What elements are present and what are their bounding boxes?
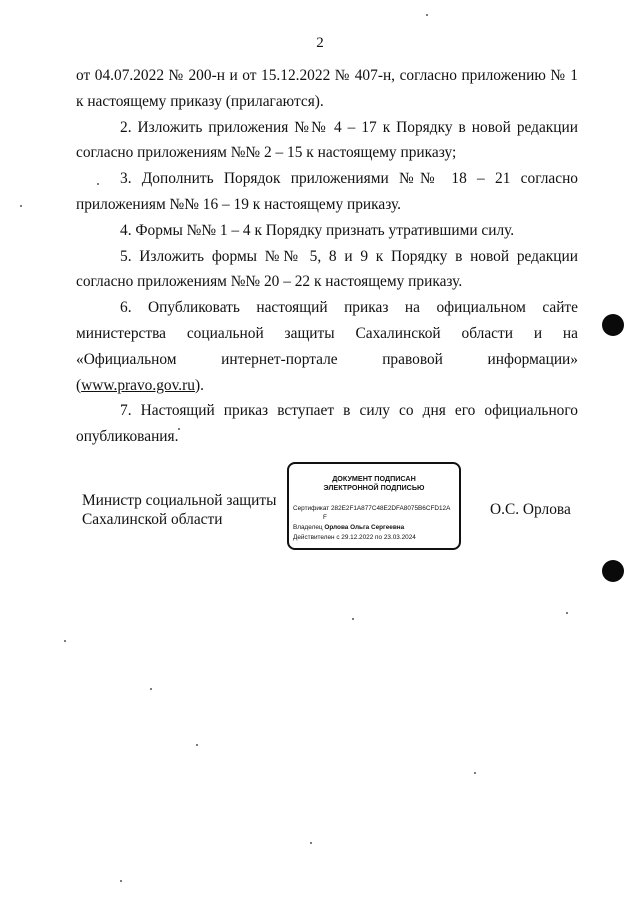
signer-name: О.С. Орлова	[490, 501, 571, 518]
scan-hole-mark	[602, 314, 624, 336]
stamp-cert-value-tail: F	[323, 514, 327, 521]
page-number: 2	[316, 35, 324, 51]
scan-dust-dot	[178, 428, 180, 430]
stamp-validity: Действителен с 29.12.2022 по 23.03.2024	[293, 534, 416, 541]
scan-dust-dot	[64, 640, 66, 642]
scan-dust-dot	[20, 205, 22, 207]
scan-dust-dot	[566, 612, 568, 614]
stamp-certificate	[293, 505, 450, 513]
scan-dust-dot	[196, 744, 198, 746]
stamp-owner-value: Орлова Ольга Сергеевна	[324, 524, 405, 531]
electronic-signature-stamp	[287, 462, 461, 550]
paragraph-3: 3. Дополнить Порядок приложениями №№ 18 – 21 согласно приложениям №№ 16 – 19 к настоящему приказу.	[76, 170, 578, 213]
signer-position	[82, 491, 282, 529]
paragraph-6-end: ).	[194, 376, 204, 394]
scan-dust-dot	[120, 880, 122, 882]
document-body	[76, 63, 578, 450]
paragraph-5: 5. Изложить формы №№ 5, 8 и 9 к Порядку в новой редакции согласно приложениям №№ 20 – 22 к настоящему приказу.	[76, 247, 578, 291]
stamp-cert-label: Сертификат	[293, 505, 330, 512]
paragraph-6-text: 6. Опубликовать настоящий приказ на официальном сайте министерства социальной защиты Сахалинской области и на «Официальном интернет-портале правовой информации» (	[76, 299, 578, 394]
scan-hole-mark	[602, 560, 624, 582]
stamp-owner-label: Владелец	[293, 524, 323, 531]
stamp-cert-value: 282E2F1A877C48E2DFA8075B6CFD12A	[330, 505, 451, 512]
scan-dust-dot	[474, 772, 476, 774]
scan-dust-dot	[426, 14, 428, 16]
scan-dust-dot	[97, 183, 99, 185]
signer-position-line-2: Сахалинской области	[82, 511, 223, 528]
signer-position-line-1: Министр социальной защиты	[82, 492, 277, 509]
paragraph-4: 4. Формы №№ 1 – 4 к Порядку признать утратившими силу.	[120, 221, 515, 239]
stamp-title-line-2: ЭЛЕКТРОННОЙ ПОДПИСЬЮ	[323, 483, 425, 492]
stamp-title	[289, 474, 459, 492]
pravo-gov-link[interactable]: www.pravo.gov.ru	[81, 376, 195, 394]
paragraph-1: от 04.07.2022 № 200-н и от 15.12.2022 № 407-н, согласно приложению № 1 к настоящему приказу (прилагаются).	[76, 67, 578, 110]
stamp-title-line-1: ДОКУМЕНТ ПОДПИСАН	[332, 474, 416, 483]
stamp-owner	[293, 524, 404, 532]
scan-dust-dot	[352, 618, 354, 620]
paragraph-2: 2. Изложить приложения №№ 4 – 17 к Порядку в новой редакции согласно приложениям №№ 2 – 15 к настоящему приказу;	[76, 118, 578, 162]
paragraph-6	[76, 295, 578, 398]
scan-dust-dot	[310, 842, 312, 844]
scan-dust-dot	[150, 688, 152, 690]
paragraph-7: 7. Настоящий приказ вступает в силу со дня его официального опубликования.	[76, 402, 578, 446]
